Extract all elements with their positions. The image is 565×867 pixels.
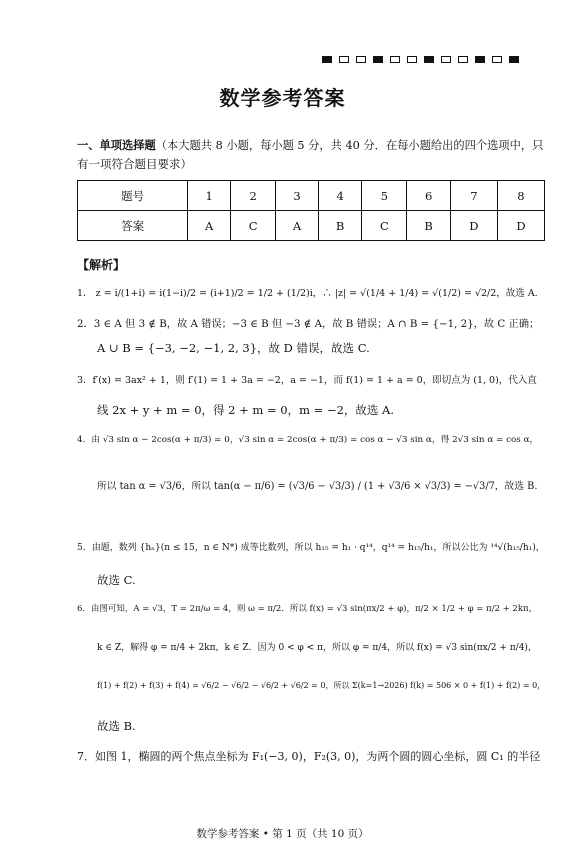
solution-q5-line2: 故选 C. — [97, 573, 136, 587]
solution-q4-line1: 4．由 √3 sin α − 2cos(α + π/3) = 0，√3 sin α = 2cos(α + π/3) = cos α − √3 sin α，得 2√3 sin α = cos α， — [77, 435, 539, 445]
page-title: 数学参考答案 — [219, 86, 346, 110]
solution-q2-line2: A ∪ B = {−3, −2, −1, 2, 3}，故 D 错误，故选 C. — [97, 341, 370, 355]
table-row — [78, 181, 545, 211]
section-desc-1: （本大题共 8 小题，每小题 5 分，共 40 分．在每小题给出的四个选项中，只 — [155, 139, 544, 152]
section-intro — [77, 136, 547, 155]
table-cell: 8 — [497, 181, 544, 211]
table-cell: D — [497, 211, 544, 241]
solution-q7-line1: 7．如图 1，椭圆的两个焦点坐标为 F₁(−3, 0)，F₂(3, 0)，为两个圆的圆心坐标，圆 C₁ 的半径 — [77, 750, 541, 763]
solution-q3-line2: 线 2x + y + m = 0，得 2 + m = 0，m = −2，故选 A. — [97, 403, 395, 417]
square-mark — [441, 56, 451, 63]
solution-q2-line1: 2．3 ∈ A 但 3 ∉ B，故 A 错误；−3 ∈ B 但 −3 ∉ A，故 B 错误；A ∩ B = {−1, 2}，故 C 正确； — [77, 318, 540, 330]
square-mark — [356, 56, 366, 63]
answer-table — [77, 180, 545, 241]
section-desc-2: 有一项符合题目要求） — [77, 157, 192, 171]
table-cell: A — [188, 211, 231, 241]
solution-q5-line1: 5．由题，数列 {hₙ}(n ≤ 15，n ∈ N*) 成等比数列，所以 h₁₅ = h₁ · q¹⁴，q¹⁴ = h₁₅/h₁，所以公比为 ¹⁴√(h₁₅/h₁)， — [77, 543, 545, 553]
solution-q6-line3: f(1) + f(2) + f(3) + f(4) = √6/2 − √6/2 − √6/2 + √6/2 = 0，所以 Σ(k=1→2026) f(k) = 506 × 0 + f(1) + f(2) = 0， — [97, 681, 546, 690]
table-cell: B — [407, 211, 450, 241]
square-mark — [407, 56, 417, 63]
table-cell: 6 — [407, 181, 450, 211]
table-cell: 7 — [450, 181, 497, 211]
table-cell: 4 — [318, 181, 361, 211]
table-cell: C — [231, 211, 276, 241]
table-cell: B — [318, 211, 361, 241]
square-mark — [322, 56, 332, 63]
square-mark — [373, 56, 383, 63]
solution-heading: 【解析】 — [77, 258, 126, 272]
square-mark — [492, 56, 502, 63]
decorative-squares — [322, 56, 519, 63]
table-row — [78, 211, 545, 241]
square-mark — [458, 56, 468, 63]
section-heading: 一、单项选择题 — [77, 138, 156, 152]
table-cell: 5 — [362, 181, 407, 211]
table-cell: 3 — [276, 181, 319, 211]
table-cell: 2 — [231, 181, 276, 211]
square-mark — [424, 56, 434, 63]
table-cell: 1 — [188, 181, 231, 211]
square-mark — [339, 56, 349, 63]
square-mark — [475, 56, 485, 63]
row-label: 答案 — [78, 211, 188, 241]
table-cell: C — [362, 211, 407, 241]
solution-q3-line1: 3．f′(x) = 3ax² + 1，则 f′(1) = 1 + 3a = −2，a = −1，而 f(1) = 1 + a = 0，即切点为 (1, 0)，代入直 — [77, 375, 537, 386]
square-mark — [509, 56, 519, 63]
solution-q6-line1: 6．由图可知，A = √3，T = 2π/ω = 4，则 ω = π/2．所以 f(x) = √3 sin(πx/2 + φ)，π/2 × 1/2 + φ = π/2 + 2kπ， — [77, 604, 538, 614]
row-label: 题号 — [78, 181, 188, 211]
table-cell: A — [276, 211, 319, 241]
solution-q6-line4: 故选 B. — [97, 719, 136, 733]
solution-q1: 1． z = i/(1+i) = i(1−i)/2 = (i+1)/2 = 1/2 + (1/2)i，∴ |z| = √(1/4 + 1/4) = √(1/2) = √2/2，故选 A. — [77, 288, 538, 299]
page-footer: 数学参考答案 • 第 1 页（共 10 页） — [196, 828, 369, 840]
square-mark — [390, 56, 400, 63]
table-cell: D — [450, 211, 497, 241]
solution-q6-line2: k ∈ Z，解得 φ = π/4 + 2kπ，k ∈ Z．因为 0 < φ < π，所以 φ = π/4，所以 f(x) = √3 sin(πx/2 + π/4)， — [97, 643, 537, 653]
solution-q4-line2: 所以 tan α = √3/6，所以 tan(α − π/6) = (√3/6 − √3/3) / (1 + √3/6 × √3/3) = −√3/7，故选 B. — [97, 481, 538, 492]
